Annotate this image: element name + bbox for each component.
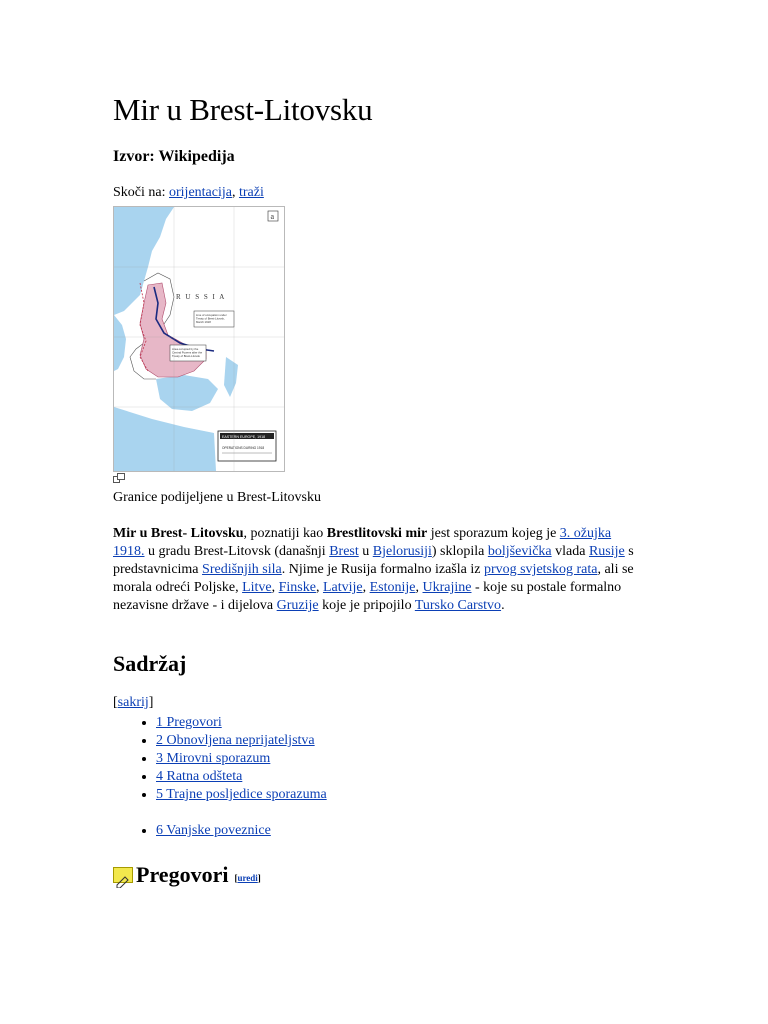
link-gruzija[interactable]: Gruzije xyxy=(276,598,319,613)
link-rusija[interactable]: Rusije xyxy=(588,544,625,559)
toc-hide-link[interactable]: sakrij xyxy=(117,695,149,710)
intro-bold-title: Mir u Brest- Litovsku xyxy=(113,526,244,541)
toc-item xyxy=(156,768,327,786)
intro-text: jest sporazum kojeg je xyxy=(427,526,560,541)
intro-bold-alt: Brestlitovski mir xyxy=(326,526,428,541)
toc-link-vanjske-poveznice[interactable]: 6 Vanjske poveznice xyxy=(156,823,271,838)
toc-item xyxy=(156,750,327,768)
map-title-line2: OPERATIONS DURING 1918 xyxy=(222,446,265,450)
jump-separator: , xyxy=(231,185,236,200)
link-tursko-carstvo[interactable]: Tursko Carstvo xyxy=(414,598,502,613)
link-latvija[interactable]: Latvije xyxy=(322,580,363,595)
toc-item xyxy=(156,822,327,840)
link-brest[interactable]: Brest xyxy=(329,544,359,559)
link-finska[interactable]: Finske xyxy=(278,580,316,595)
toc-link-pregovori[interactable]: 1 Pregovori xyxy=(156,715,222,730)
map-thumbnail[interactable] xyxy=(113,206,285,472)
toc-bracket: ] xyxy=(148,695,154,710)
intro-text: , xyxy=(315,580,323,595)
intro-text: - koje su postale formalno nezavisne države - i dijelova xyxy=(113,580,622,613)
map-title-line1: EASTERN EUROPE, 1918 xyxy=(222,435,266,439)
link-boljsevicka[interactable]: boljševička xyxy=(487,544,552,559)
toc-link-obnovljena-neprijateljstva[interactable]: 2 Obnovljena neprijateljstva xyxy=(156,733,315,748)
edit-bracket: ] xyxy=(257,873,261,883)
map-region-label: R U S S I A xyxy=(176,293,226,301)
intro-text: . xyxy=(501,598,505,613)
toc-link-trajne-posljedice[interactable]: 5 Trajne posljedice sporazuma xyxy=(156,787,327,802)
link-prvi-svjetski-rat[interactable]: prvog svjetskog rata xyxy=(483,562,598,577)
map-corner-badge: a xyxy=(270,212,275,221)
link-sredisnje-sile[interactable]: Središnjih sila xyxy=(202,562,282,577)
toc-toggle xyxy=(113,695,153,711)
intro-text: , xyxy=(362,580,370,595)
toc-link-ratna-odsteta[interactable]: 4 Ratna odšteta xyxy=(156,769,243,784)
page-title: Mir u Brest-Litovsku xyxy=(113,92,373,127)
pencil-icon xyxy=(113,867,133,883)
map-note-text: Area occupied by the Central Powers after the Treaty of Brest-Litovsk xyxy=(172,347,203,358)
intro-text: u gradu Brest-Litovsk (današnji xyxy=(144,544,330,559)
jump-links xyxy=(113,185,264,201)
link-estonija[interactable]: Estonije xyxy=(369,580,416,595)
toc-list xyxy=(113,714,327,840)
edit-bracket: [ xyxy=(234,873,238,883)
source-line: Izvor: Wikipedija xyxy=(113,148,235,165)
intro-text: , xyxy=(271,580,279,595)
map-legend-text: Line of occupation under Treaty of Brest-Litovsk, March 1918 xyxy=(196,313,227,324)
toc-item xyxy=(156,732,327,750)
link-bjelorusija[interactable]: Bjelorusiji xyxy=(372,544,432,559)
map-image xyxy=(114,207,284,471)
section-edit-link[interactable]: uredi xyxy=(237,873,258,883)
intro-text: , ali se morala odreći Poljske, xyxy=(113,562,634,595)
toc-title: Sadržaj xyxy=(113,651,187,676)
map-caption: Granice podijeljene u Brest-Litovsku xyxy=(113,490,321,505)
intro-text: , xyxy=(415,580,423,595)
enlarge-icon[interactable] xyxy=(113,470,125,488)
toc-link-mirovni-sporazum[interactable]: 3 Mirovni sporazum xyxy=(156,751,271,766)
intro-text: koje je pripojilo xyxy=(318,598,415,613)
intro-text: , poznatiji kao xyxy=(243,526,327,541)
intro-text: s predstavnicima xyxy=(113,544,634,577)
link-litva[interactable]: Litve xyxy=(242,580,272,595)
section-edit xyxy=(234,873,260,883)
link-date[interactable]: 3. ožujka 1918. xyxy=(113,526,612,559)
section-title: Pregovori xyxy=(136,862,229,887)
intro-paragraph xyxy=(113,525,643,615)
toc-item xyxy=(156,714,327,732)
toc-bracket: [ xyxy=(113,695,118,710)
intro-text: vlada xyxy=(551,544,589,559)
intro-text: ) sklopila xyxy=(431,544,488,559)
intro-text: . Njime je Rusija formalno izašla iz xyxy=(281,562,484,577)
intro-text: u xyxy=(358,544,373,559)
magnify-icon xyxy=(113,473,125,483)
section-heading-pregovori xyxy=(113,862,261,888)
jump-orientation-link[interactable]: orijentacija xyxy=(169,185,232,200)
jump-search-link[interactable]: traži xyxy=(238,185,264,200)
toc-item xyxy=(156,786,327,804)
link-ukrajina[interactable]: Ukrajine xyxy=(422,580,472,595)
jump-prefix: Skoči na: xyxy=(113,185,166,200)
